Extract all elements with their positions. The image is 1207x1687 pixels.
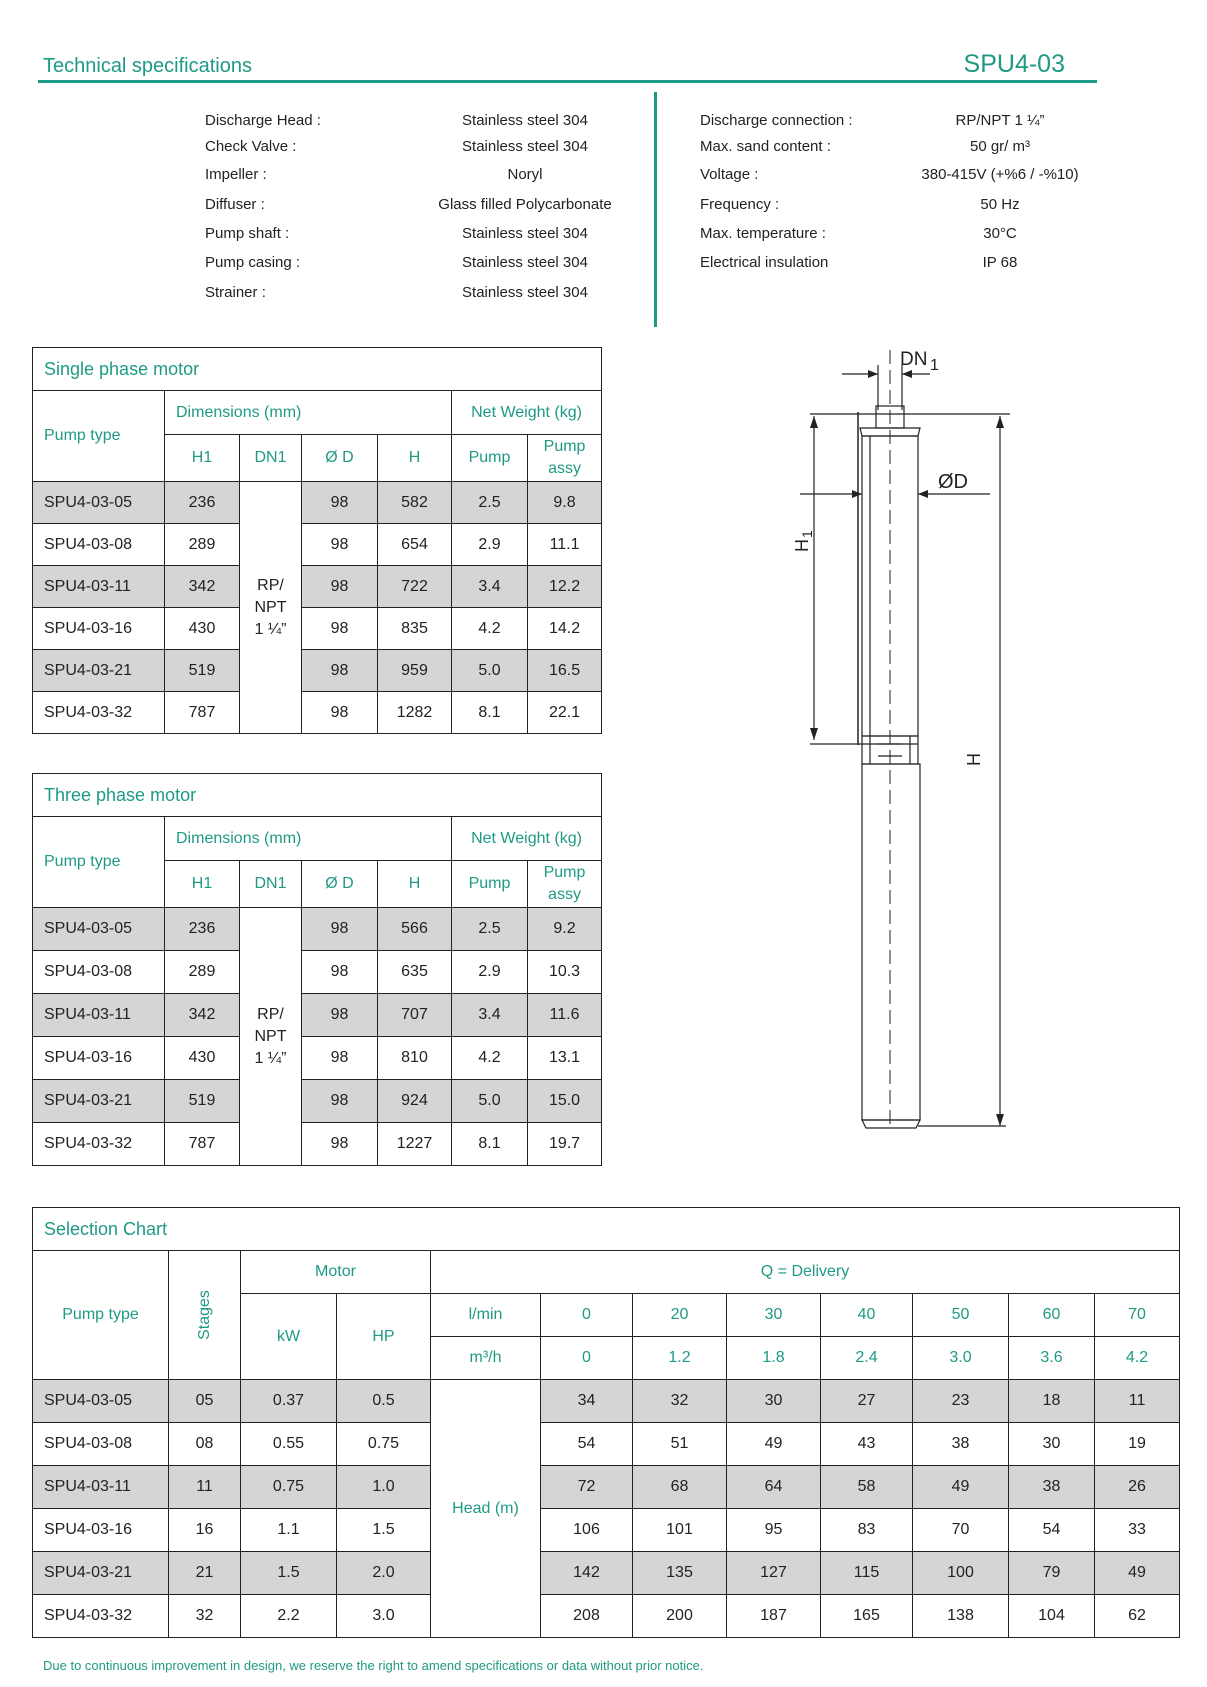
cell-pump: 8.1	[452, 692, 528, 734]
cell-head: 104	[1009, 1595, 1095, 1638]
cell-head: 200	[633, 1595, 727, 1638]
cell-type: SPU4-03-21	[33, 650, 165, 692]
cell-type: SPU4-03-08	[33, 951, 165, 994]
col-header-d: Ø D	[302, 861, 378, 908]
cell-type: SPU4-03-11	[33, 1466, 169, 1509]
spec-label: Strainer :	[205, 284, 266, 301]
cell-head: 54	[541, 1423, 633, 1466]
cell-d: 98	[302, 692, 378, 734]
cell-head: 127	[727, 1552, 821, 1595]
spec-label: Frequency :	[700, 196, 780, 213]
spec-value: RP/NPT 1 ¼”	[955, 112, 1045, 129]
od-label: ØD	[938, 471, 968, 493]
cell-head: 38	[1009, 1466, 1095, 1509]
cell-d: 98	[302, 566, 378, 608]
cell-h1: 430	[165, 1037, 240, 1080]
cell-d: 98	[302, 1123, 378, 1166]
m3h-value: 2.4	[821, 1337, 913, 1380]
m3h-value: 3.6	[1009, 1337, 1095, 1380]
dn1-line2: NPT	[254, 598, 287, 616]
cell-h1: 342	[165, 566, 240, 608]
table-row	[33, 1509, 1180, 1552]
cell-h: 722	[378, 566, 452, 608]
cell-head: 72	[541, 1466, 633, 1509]
cell-type: SPU4-03-32	[33, 692, 165, 734]
cell-h: 835	[378, 608, 452, 650]
cell-pump: 3.4	[452, 566, 528, 608]
cell-head: 43	[821, 1423, 913, 1466]
cell-pump: 4.2	[452, 608, 528, 650]
table-row	[33, 566, 602, 608]
m3h-value: 4.2	[1095, 1337, 1180, 1380]
cell-assy: 22.1	[528, 692, 602, 734]
cell-kw: 0.55	[241, 1423, 337, 1466]
cell-pump: 2.9	[452, 951, 528, 994]
table-row	[33, 951, 602, 994]
col-header-stages	[169, 1251, 241, 1380]
cell-h: 582	[378, 482, 452, 524]
col-header-pump: Pump	[452, 861, 528, 908]
cell-head: 187	[727, 1595, 821, 1638]
cell-h: 707	[378, 994, 452, 1037]
cell-h: 566	[378, 908, 452, 951]
page-title: Technical specifications	[43, 55, 252, 77]
cell-head: 26	[1095, 1466, 1180, 1509]
cell-head: 34	[541, 1380, 633, 1423]
cell-head: 11	[1095, 1380, 1180, 1423]
cell-head: 68	[633, 1466, 727, 1509]
h1-subscript: 1	[799, 530, 815, 538]
m3h-value: 3.0	[913, 1337, 1009, 1380]
stages-label: Stages	[195, 1290, 213, 1340]
dn1-line3: 1 ¼”	[254, 620, 287, 638]
cell-head: 58	[821, 1466, 913, 1509]
spec-value: 50 Hz	[980, 196, 1020, 213]
cell-head: 100	[913, 1552, 1009, 1595]
table-title: Three phase motor	[33, 774, 602, 817]
cell-d: 98	[302, 908, 378, 951]
spec-label: Max. sand content :	[700, 138, 831, 155]
table-row	[33, 1123, 602, 1166]
lmin-value: 40	[821, 1294, 913, 1337]
cell-type: SPU4-03-21	[33, 1080, 165, 1123]
pump-assy-line1: Pump	[543, 864, 586, 881]
cell-stages: 05	[169, 1380, 241, 1423]
cell-kw: 0.37	[241, 1380, 337, 1423]
cell-head: 142	[541, 1552, 633, 1595]
unit-lmin: l/min	[431, 1294, 541, 1337]
cell-stages: 32	[169, 1595, 241, 1638]
cell-pump: 2.5	[452, 482, 528, 524]
cell-head: 208	[541, 1595, 633, 1638]
table-row	[33, 650, 602, 692]
table-title: Selection Chart	[33, 1208, 1180, 1251]
table-row	[33, 1037, 602, 1080]
cell-d: 98	[302, 1080, 378, 1123]
cell-head: 27	[821, 1380, 913, 1423]
cell-kw: 1.5	[241, 1552, 337, 1595]
cell-h1: 342	[165, 994, 240, 1037]
table-row	[33, 994, 602, 1037]
spec-value: Stainless steel 304	[462, 225, 588, 242]
pump-dimension-drawing	[770, 340, 1020, 1140]
cell-head: 79	[1009, 1552, 1095, 1595]
pump-assy-line2: assy	[548, 460, 581, 477]
cell-head: 30	[1009, 1423, 1095, 1466]
table-title: Single phase motor	[33, 348, 602, 391]
h-label: H	[964, 753, 984, 766]
pump-assy-line2: assy	[548, 886, 581, 903]
cell-h: 1227	[378, 1123, 452, 1166]
cell-d: 98	[302, 482, 378, 524]
cell-type: SPU4-03-32	[33, 1123, 165, 1166]
footer-disclaimer: Due to continuous improvement in design, we reserve the right to amend specifications or data without prior notice.	[43, 1658, 704, 1673]
col-header-pump-assy	[528, 861, 602, 908]
cell-head: 115	[821, 1552, 913, 1595]
cell-h1: 519	[165, 1080, 240, 1123]
cell-pump: 5.0	[452, 650, 528, 692]
spec-label: Voltage :	[700, 166, 759, 183]
dn1-line1: RP/	[257, 576, 284, 594]
m3h-value: 1.2	[633, 1337, 727, 1380]
m3h-value: 0	[541, 1337, 633, 1380]
cell-h1: 236	[165, 482, 240, 524]
cell-d: 98	[302, 994, 378, 1037]
table-row	[33, 482, 602, 524]
header-divider	[38, 80, 1097, 83]
col-header-h1: H1	[165, 861, 240, 908]
table-row	[33, 1552, 1180, 1595]
col-header-d: Ø D	[302, 435, 378, 482]
cell-type: SPU4-03-08	[33, 524, 165, 566]
cell-head: 49	[727, 1423, 821, 1466]
cell-assy: 9.8	[528, 482, 602, 524]
pump-assy-line1: Pump	[543, 438, 586, 455]
dn1-line3: 1 ¼”	[254, 1049, 287, 1067]
cell-head: 33	[1095, 1509, 1180, 1552]
cell-head: 23	[913, 1380, 1009, 1423]
cell-assy: 13.1	[528, 1037, 602, 1080]
col-header-delivery: Q = Delivery	[431, 1251, 1180, 1294]
cell-h: 1282	[378, 692, 452, 734]
cell-head: 38	[913, 1423, 1009, 1466]
cell-h: 924	[378, 1080, 452, 1123]
cell-assy: 11.1	[528, 524, 602, 566]
col-header-hp: HP	[337, 1294, 431, 1380]
spec-label: Max. temperature :	[700, 225, 826, 242]
spec-value: 380-415V (+%6 / -%10)	[921, 166, 1079, 183]
three-phase-table	[32, 773, 602, 1166]
cell-h1: 787	[165, 1123, 240, 1166]
h1-label: H	[792, 539, 812, 552]
spec-label: Check Valve :	[205, 138, 297, 155]
cell-dn1	[240, 482, 302, 734]
cell-h1: 430	[165, 608, 240, 650]
cell-head: 138	[913, 1595, 1009, 1638]
col-header-kw: kW	[241, 1294, 337, 1380]
cell-h1: 787	[165, 692, 240, 734]
cell-hp: 0.75	[337, 1423, 431, 1466]
cell-d: 98	[302, 650, 378, 692]
col-header-h1: H1	[165, 435, 240, 482]
col-header-pump-type: Pump type	[33, 817, 165, 908]
m3h-value: 1.8	[727, 1337, 821, 1380]
cell-type: SPU4-03-11	[33, 994, 165, 1037]
col-header-h: H	[378, 861, 452, 908]
cell-h: 635	[378, 951, 452, 994]
cell-head: 49	[1095, 1552, 1180, 1595]
dn1-line2: NPT	[254, 1027, 287, 1045]
col-header-dn1: DN1	[240, 435, 302, 482]
cell-head: 30	[727, 1380, 821, 1423]
cell-dn1	[240, 908, 302, 1166]
cell-head: 32	[633, 1380, 727, 1423]
unit-m3h: m³/h	[431, 1337, 541, 1380]
cell-h1: 289	[165, 951, 240, 994]
model-name: SPU4-03	[963, 50, 1065, 78]
cell-head: 62	[1095, 1595, 1180, 1638]
col-header-pump-type: Pump type	[33, 391, 165, 482]
dn1-label: DN	[900, 349, 928, 370]
cell-head: 95	[727, 1509, 821, 1552]
spec-label: Pump shaft :	[205, 225, 290, 242]
cell-head: 106	[541, 1509, 633, 1552]
cell-head: 101	[633, 1509, 727, 1552]
cell-assy: 16.5	[528, 650, 602, 692]
row-header-head: Head (m)	[431, 1380, 541, 1638]
spec-label: Diffuser :	[205, 196, 265, 213]
col-header-h: H	[378, 435, 452, 482]
cell-assy: 11.6	[528, 994, 602, 1037]
lmin-value: 30	[727, 1294, 821, 1337]
cell-hp: 1.5	[337, 1509, 431, 1552]
cell-pump: 2.5	[452, 908, 528, 951]
cell-assy: 15.0	[528, 1080, 602, 1123]
spec-label: Pump casing :	[205, 254, 301, 271]
cell-head: 51	[633, 1423, 727, 1466]
spec-label: Discharge Head :	[205, 112, 321, 129]
cell-d: 98	[302, 951, 378, 994]
cell-type: SPU4-03-16	[33, 608, 165, 650]
cell-assy: 14.2	[528, 608, 602, 650]
table-row	[33, 608, 602, 650]
selection-chart-table	[32, 1207, 1180, 1638]
spec-divider	[654, 92, 657, 327]
cell-assy: 9.2	[528, 908, 602, 951]
spec-value: Stainless steel 304	[462, 254, 588, 271]
spec-value: Noryl	[507, 166, 543, 183]
col-header-pump-type: Pump type	[33, 1251, 169, 1380]
spec-value: Glass filled Polycarbonate	[438, 196, 612, 213]
cell-h1: 236	[165, 908, 240, 951]
col-header-dimensions: Dimensions (mm)	[165, 391, 452, 435]
cell-pump: 5.0	[452, 1080, 528, 1123]
cell-type: SPU4-03-08	[33, 1423, 169, 1466]
cell-stages: 16	[169, 1509, 241, 1552]
spec-value: Stainless steel 304	[462, 112, 588, 129]
cell-type: SPU4-03-21	[33, 1552, 169, 1595]
lmin-value: 20	[633, 1294, 727, 1337]
cell-h1: 519	[165, 650, 240, 692]
cell-kw: 1.1	[241, 1509, 337, 1552]
cell-h: 654	[378, 524, 452, 566]
cell-stages: 21	[169, 1552, 241, 1595]
single-phase-table	[32, 347, 602, 734]
cell-h: 810	[378, 1037, 452, 1080]
table-row	[33, 524, 602, 566]
cell-assy: 10.3	[528, 951, 602, 994]
dn1-line1: RP/	[257, 1005, 284, 1023]
cell-pump: 2.9	[452, 524, 528, 566]
table-row	[33, 1080, 602, 1123]
cell-head: 64	[727, 1466, 821, 1509]
lmin-value: 70	[1095, 1294, 1180, 1337]
table-row	[33, 1466, 1180, 1509]
lmin-value: 0	[541, 1294, 633, 1337]
cell-head: 165	[821, 1595, 913, 1638]
cell-head: 135	[633, 1552, 727, 1595]
spec-value: Stainless steel 304	[462, 284, 588, 301]
cell-d: 98	[302, 1037, 378, 1080]
col-header-net-weight: Net Weight (kg)	[452, 391, 602, 435]
col-header-dn1: DN1	[240, 861, 302, 908]
cell-type: SPU4-03-05	[33, 908, 165, 951]
cell-type: SPU4-03-16	[33, 1509, 169, 1552]
cell-type: SPU4-03-11	[33, 566, 165, 608]
motor-body	[862, 764, 920, 1120]
spec-label: Discharge connection :	[700, 112, 853, 129]
cell-h1: 289	[165, 524, 240, 566]
col-header-pump-assy	[528, 435, 602, 482]
spec-label: Impeller :	[205, 166, 267, 183]
cell-pump: 3.4	[452, 994, 528, 1037]
table-row	[33, 1380, 1180, 1423]
cell-type: SPU4-03-05	[33, 1380, 169, 1423]
cell-hp: 1.0	[337, 1466, 431, 1509]
cell-hp: 3.0	[337, 1595, 431, 1638]
spec-value: Stainless steel 304	[462, 138, 588, 155]
cell-head: 83	[821, 1509, 913, 1552]
table-row	[33, 692, 602, 734]
lmin-value: 50	[913, 1294, 1009, 1337]
cell-kw: 2.2	[241, 1595, 337, 1638]
cell-d: 98	[302, 524, 378, 566]
cell-pump: 4.2	[452, 1037, 528, 1080]
cell-kw: 0.75	[241, 1466, 337, 1509]
cell-head: 70	[913, 1509, 1009, 1552]
spec-label: Electrical insulation	[700, 254, 829, 271]
cell-hp: 2.0	[337, 1552, 431, 1595]
col-header-pump: Pump	[452, 435, 528, 482]
cell-stages: 08	[169, 1423, 241, 1466]
lmin-value: 60	[1009, 1294, 1095, 1337]
cell-h: 959	[378, 650, 452, 692]
spec-value: 50 gr/ m³	[969, 138, 1031, 155]
cell-stages: 11	[169, 1466, 241, 1509]
cell-head: 49	[913, 1466, 1009, 1509]
col-header-dimensions: Dimensions (mm)	[165, 817, 452, 861]
table-row	[33, 908, 602, 951]
cell-hp: 0.5	[337, 1380, 431, 1423]
cell-type: SPU4-03-32	[33, 1595, 169, 1638]
cell-assy: 19.7	[528, 1123, 602, 1166]
spec-value: IP 68	[982, 254, 1018, 271]
cell-pump: 8.1	[452, 1123, 528, 1166]
dn1-subscript: 1	[930, 357, 939, 374]
cell-type: SPU4-03-16	[33, 1037, 165, 1080]
cell-head: 19	[1095, 1423, 1180, 1466]
cell-head: 18	[1009, 1380, 1095, 1423]
cell-head: 54	[1009, 1509, 1095, 1552]
table-row	[33, 1595, 1180, 1638]
cell-assy: 12.2	[528, 566, 602, 608]
col-header-motor: Motor	[241, 1251, 431, 1294]
table-row	[33, 1423, 1180, 1466]
cell-d: 98	[302, 608, 378, 650]
col-header-net-weight: Net Weight (kg)	[452, 817, 602, 861]
cell-type: SPU4-03-05	[33, 482, 165, 524]
spec-value: 30°C	[983, 225, 1017, 242]
